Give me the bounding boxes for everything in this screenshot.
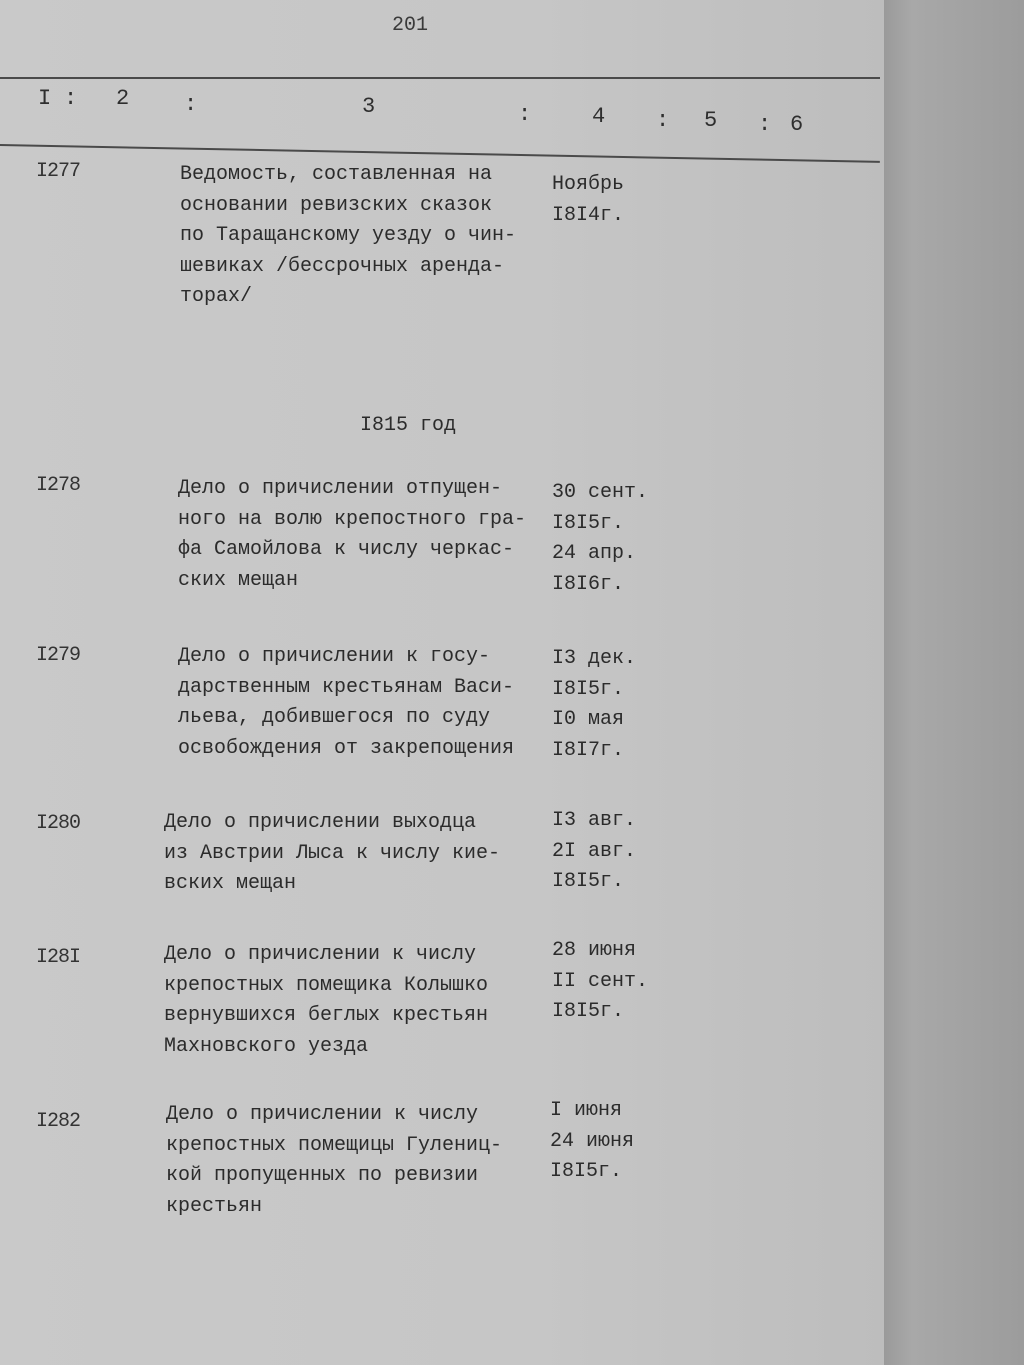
record-number: I277: [36, 160, 81, 183]
record-dates: 30 сент. I8I5г. 24 апр. I8I6г.: [552, 481, 649, 596]
section-heading-year: I815 год: [360, 414, 457, 437]
column-separator: :: [184, 92, 198, 117]
column-header-4: 4: [592, 104, 606, 129]
record-description: Дело о причислении к госу- дарственным крестьянам Васи- льева, добившегося по суду освобождения от закрепощения: [178, 645, 515, 760]
record-description: Дело о причислении отпущен- ного на волю крепостного гра- фа Самойлова к числу черкас- ских мещан: [178, 477, 527, 592]
record-dates: I июня 24 июня I8I5г.: [550, 1099, 635, 1183]
record-number: I279: [36, 644, 81, 667]
record-description: Дело о причислении выходца из Австрии Лыса к числу кие- вских мещан: [164, 811, 501, 895]
column-separator: :: [64, 86, 78, 111]
record-description: Дело о причислении к числу крепостных помещицы Гулениц- кой пропущенных по ревизии крестьян: [166, 1103, 503, 1218]
header-rule-top: [0, 77, 880, 79]
column-header-3: 3: [362, 94, 376, 119]
record-number: I28I: [36, 946, 81, 969]
column-header-2: 2: [116, 86, 130, 111]
record-description: Ведомость, составленная на основании ревизских сказок по Таращанскому уезду о чин- шевиках /бессрочных аренда- торах/: [180, 163, 517, 308]
record-number: I280: [36, 812, 81, 835]
column-header-5: 5: [704, 108, 718, 133]
record-number: I278: [36, 474, 81, 497]
column-separator: :: [656, 108, 670, 133]
column-separator: :: [758, 112, 772, 137]
page-number: 201: [392, 14, 429, 37]
record-dates: I3 дек. I8I5г. I0 мая I8I7г.: [552, 647, 637, 762]
column-separator: :: [518, 102, 532, 127]
column-header-6: 6: [790, 112, 804, 137]
record-description: Дело о причислении к числу крепостных помещика Колышко вернувшихся беглых крестьян Махновского уезда: [164, 943, 489, 1058]
record-dates: 28 июня II сент. I8I5г.: [552, 939, 649, 1023]
page-edge-shadow: [884, 0, 1024, 1365]
record-dates: I3 авг. 2I авг. I8I5г.: [552, 809, 637, 893]
record-dates: Ноябрь I8I4г.: [552, 173, 625, 227]
column-header-1: I: [38, 86, 52, 111]
record-number: I282: [36, 1110, 81, 1133]
